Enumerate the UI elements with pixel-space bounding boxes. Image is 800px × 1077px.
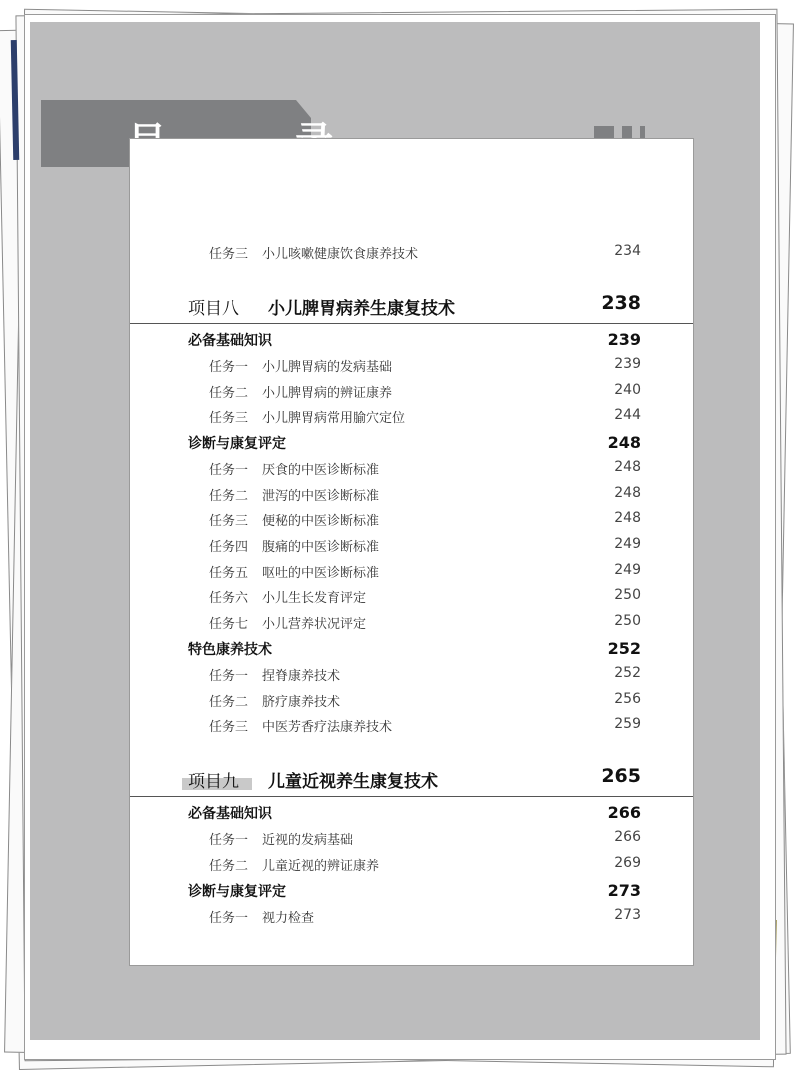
toc-task-entry[interactable] <box>130 510 693 530</box>
toc-section-heading[interactable] <box>130 639 693 661</box>
page-number: 265 <box>601 765 641 787</box>
task-prefix: 任务二 <box>209 489 249 504</box>
task-prefix: 任务六 <box>209 591 249 606</box>
toc-task-entry[interactable] <box>130 562 693 582</box>
toc-task-entry[interactable] <box>130 665 693 685</box>
page-number: 252 <box>607 639 641 658</box>
page-number: 248 <box>607 433 641 452</box>
project-title: 小儿脾胃病养生康复技术 <box>268 299 455 319</box>
toc-section-heading[interactable] <box>130 881 693 903</box>
toc-task-entry[interactable] <box>130 407 693 427</box>
toc-task-entry[interactable] <box>130 613 693 633</box>
section-title: 诊断与康复评定 <box>188 884 286 900</box>
page-number: 256 <box>614 691 641 707</box>
project-prefix: 项目九 <box>188 772 239 792</box>
toc-project-heading[interactable] <box>130 292 693 324</box>
toc-task-entry[interactable] <box>130 587 693 607</box>
task-prefix: 任务三 <box>209 411 249 426</box>
task-title: 视力检查 <box>262 911 315 926</box>
toc-task-entry[interactable] <box>130 536 693 556</box>
task-prefix: 任务三 <box>209 720 249 735</box>
page-number: 266 <box>607 803 641 822</box>
page-number: 250 <box>614 587 641 603</box>
page-number: 269 <box>614 855 641 871</box>
page-number: 240 <box>614 382 641 398</box>
toc-task-entry[interactable] <box>130 855 693 875</box>
page-number: 239 <box>614 356 641 372</box>
page-number: 234 <box>614 243 641 259</box>
page-number: 252 <box>614 665 641 681</box>
task-prefix: 任务一 <box>209 360 249 375</box>
task-title: 小儿生长发育评定 <box>262 591 367 606</box>
toc-section-heading[interactable] <box>130 330 693 352</box>
task-prefix: 任务四 <box>209 540 249 555</box>
page-number: 238 <box>601 292 641 314</box>
toc-task-entry[interactable] <box>130 382 693 402</box>
task-prefix: 任务七 <box>209 617 249 632</box>
task-title: 泄泻的中医诊断标准 <box>262 489 380 504</box>
page-number: 249 <box>614 536 641 552</box>
toc-task-entry[interactable] <box>130 356 693 376</box>
toc-task-entry[interactable] <box>130 243 693 263</box>
task-prefix: 任务一 <box>209 463 249 478</box>
task-title: 腹痛的中医诊断标准 <box>262 540 380 555</box>
task-prefix: 任务二 <box>209 859 249 874</box>
page-number: 250 <box>614 613 641 629</box>
page-number: 239 <box>607 330 641 349</box>
toc-task-entry[interactable] <box>130 907 693 927</box>
toc-panel <box>129 138 694 966</box>
project-prefix: 项目八 <box>188 299 239 319</box>
toc-task-entry[interactable] <box>130 459 693 479</box>
section-title: 必备基础知识 <box>188 806 272 822</box>
page-number: 248 <box>614 459 641 475</box>
page-number: 244 <box>614 407 641 423</box>
toc-task-entry[interactable] <box>130 716 693 736</box>
toc-section-heading[interactable] <box>130 433 693 455</box>
task-prefix: 任务二 <box>209 386 249 401</box>
task-title: 小儿脾胃病的辨证康养 <box>262 386 393 401</box>
section-title: 诊断与康复评定 <box>188 436 286 452</box>
toc-task-entry[interactable] <box>130 829 693 849</box>
task-prefix: 任务二 <box>209 695 249 710</box>
task-title: 小儿咳嗽健康饮食康养技术 <box>262 247 419 262</box>
task-prefix: 任务三 <box>209 514 249 529</box>
task-title: 捏脊康养技术 <box>262 669 341 684</box>
section-title: 必备基础知识 <box>188 333 272 349</box>
task-title: 中医芳香疗法康养技术 <box>262 720 393 735</box>
section-title: 特色康养技术 <box>188 642 272 658</box>
task-title: 小儿脾胃病的发病基础 <box>262 360 393 375</box>
project-title: 儿童近视养生康复技术 <box>268 772 438 792</box>
toc-project-heading[interactable] <box>130 765 693 797</box>
task-title: 近视的发病基础 <box>262 833 354 848</box>
task-title: 厌食的中医诊断标准 <box>262 463 380 478</box>
page-number: 259 <box>614 716 641 732</box>
task-prefix: 任务三 <box>209 247 249 262</box>
task-prefix: 任务一 <box>209 833 249 848</box>
task-prefix: 任务一 <box>209 911 249 926</box>
task-title: 儿童近视的辨证康养 <box>262 859 380 874</box>
page-number: 248 <box>614 510 641 526</box>
task-title: 小儿营养状况评定 <box>262 617 367 632</box>
task-title: 小儿脾胃病常用腧穴定位 <box>262 411 406 426</box>
page-number: 248 <box>614 485 641 501</box>
toc-task-entry[interactable] <box>130 485 693 505</box>
task-title: 脐疗康养技术 <box>262 695 341 710</box>
toc-task-entry[interactable] <box>130 691 693 711</box>
task-prefix: 任务五 <box>209 566 249 581</box>
page-number: 266 <box>614 829 641 845</box>
toc-section-heading[interactable] <box>130 803 693 825</box>
page-number: 273 <box>614 907 641 923</box>
task-title: 便秘的中医诊断标准 <box>262 514 380 529</box>
task-title: 呕吐的中医诊断标准 <box>262 566 380 581</box>
page-number: 249 <box>614 562 641 578</box>
task-prefix: 任务一 <box>209 669 249 684</box>
page-number: 273 <box>607 881 641 900</box>
